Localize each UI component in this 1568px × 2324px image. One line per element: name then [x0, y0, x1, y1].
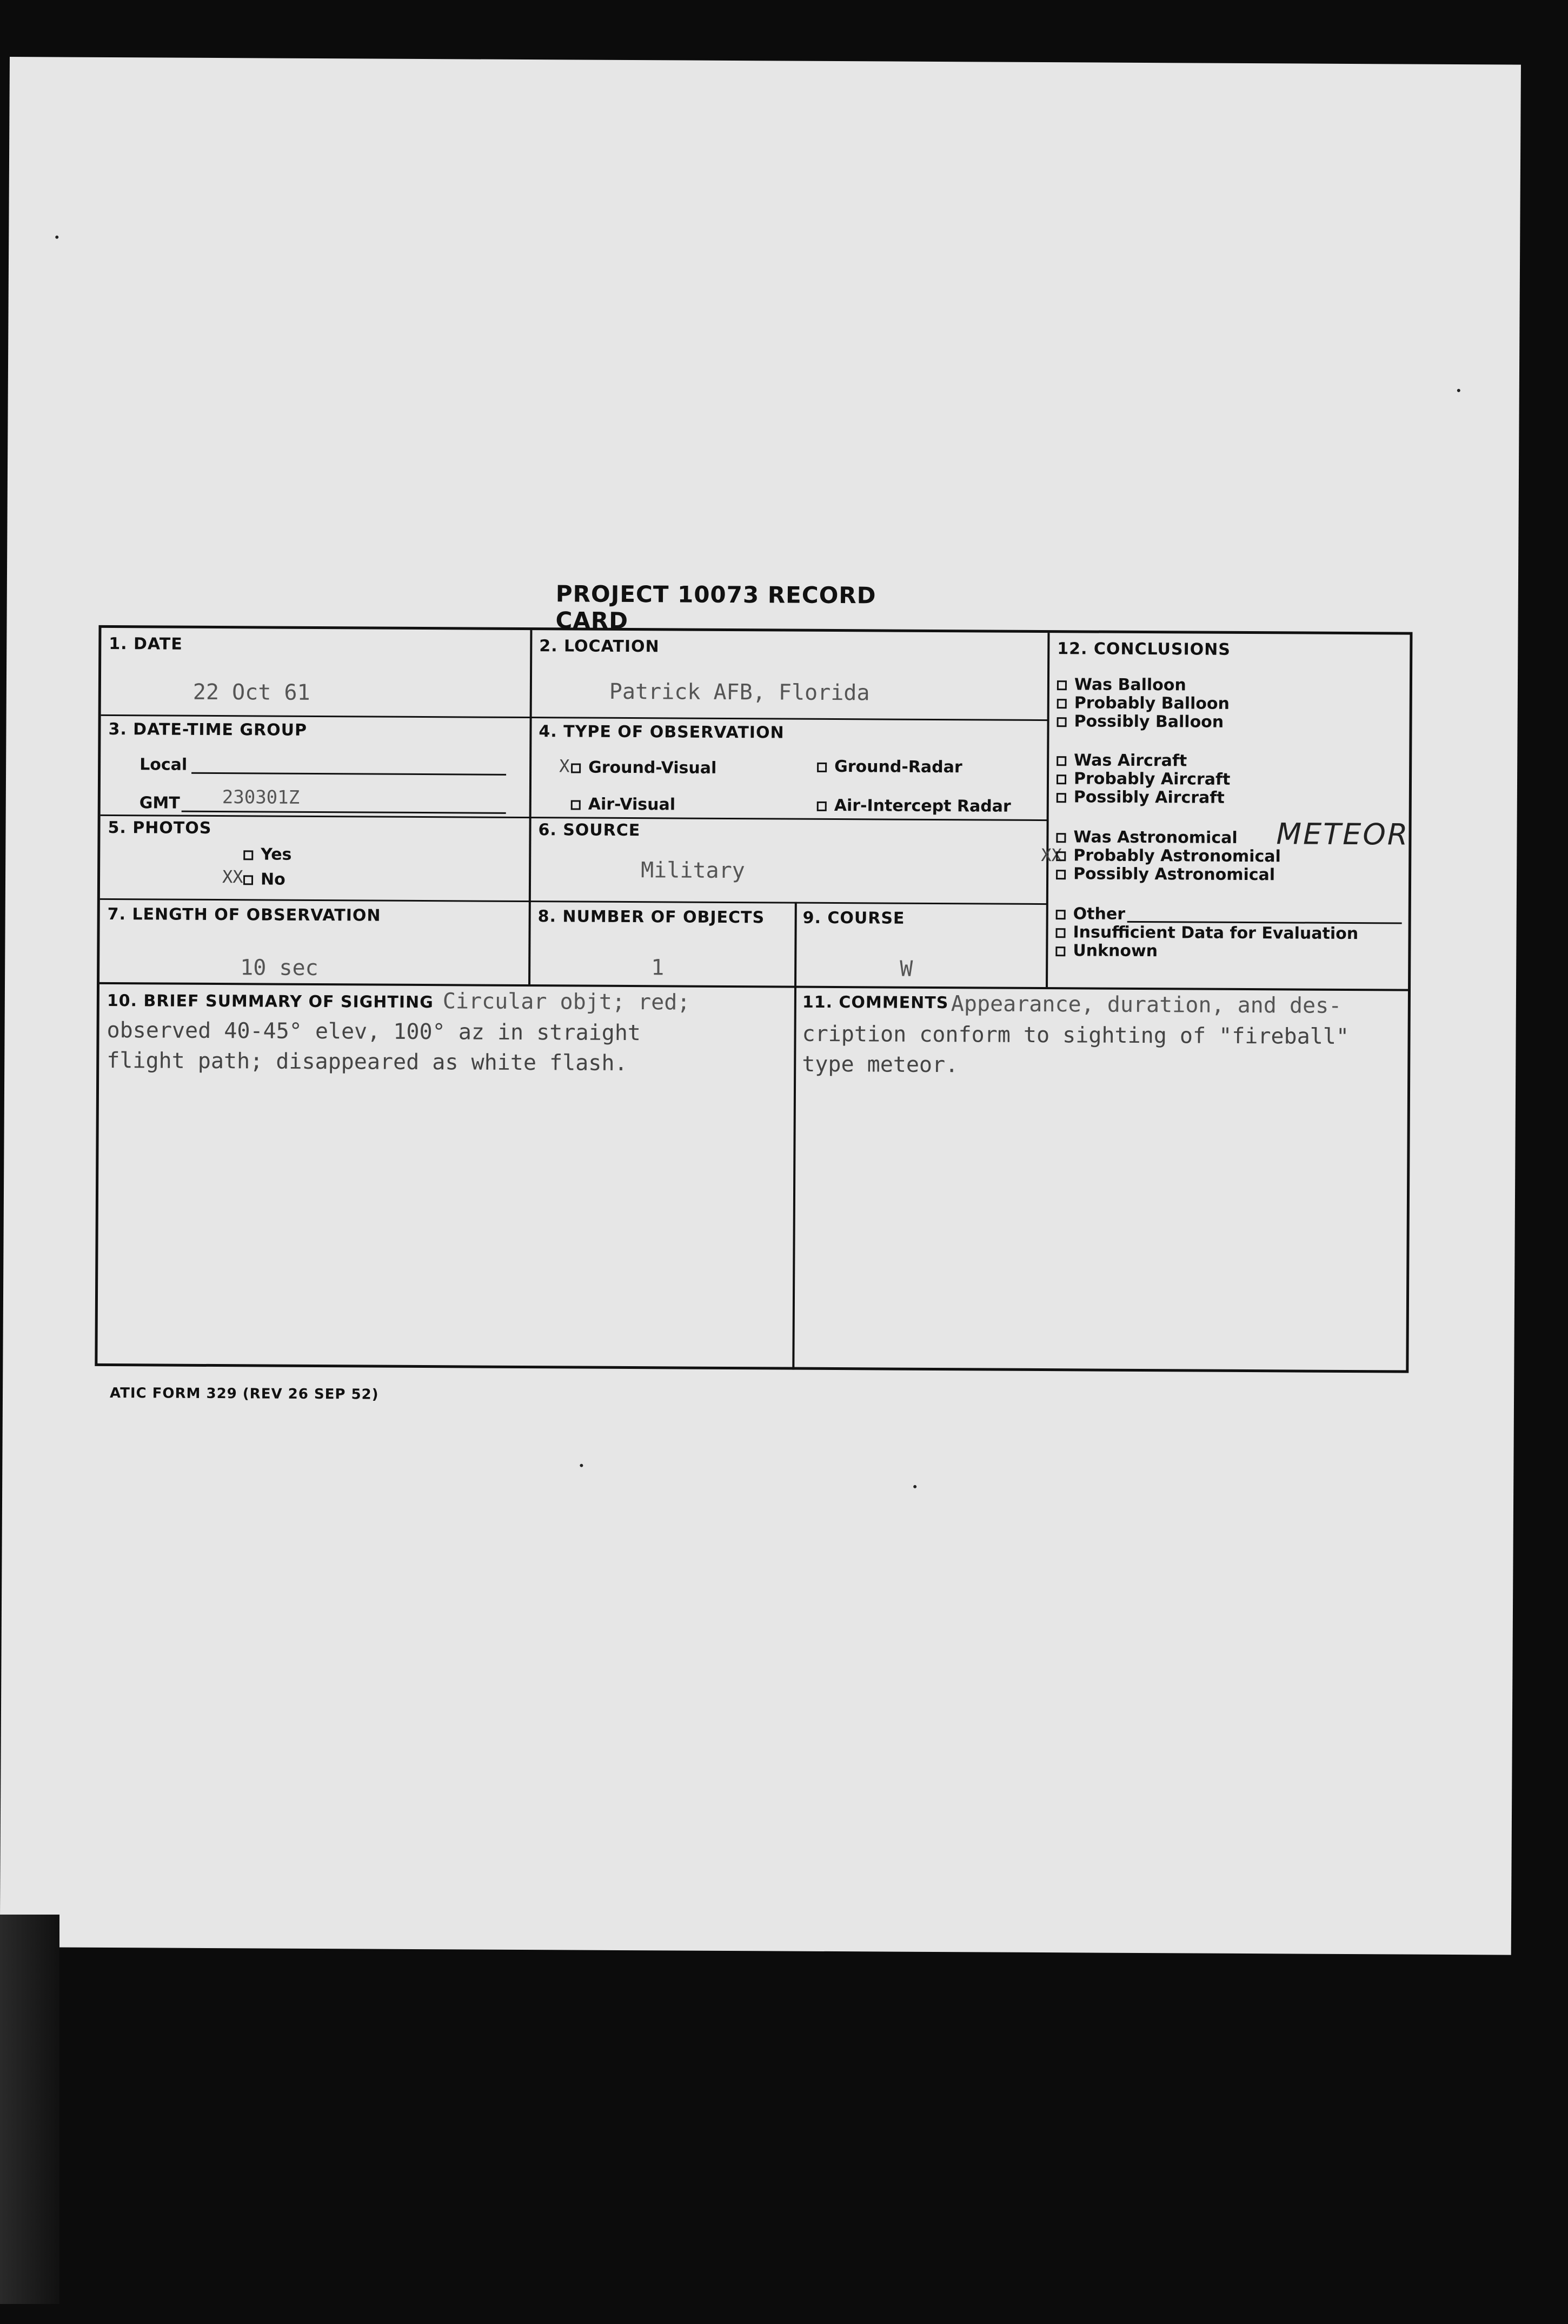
conclusion-text: Was Aircraft — [1074, 751, 1187, 771]
conclusion-checkbox[interactable] — [1056, 910, 1066, 919]
date-value: 22 Oct 61 — [192, 679, 310, 705]
form-title: PROJECT 10073 RECORD CARD — [555, 580, 876, 634]
conclusion-text: Probably Balloon — [1074, 693, 1230, 713]
photos-no-option[interactable] — [243, 870, 285, 889]
paper-shadow — [0, 1915, 59, 2304]
objects-label: 8. NUMBER OF OBJECTS — [537, 907, 765, 928]
comments-line1: Appearance, duration, and des- — [951, 991, 1342, 1018]
conclusion-checkbox[interactable] — [1057, 699, 1067, 709]
conclusion-checkbox[interactable] — [1057, 774, 1066, 784]
conclusion-checkbox[interactable] — [1055, 928, 1065, 938]
ground-visual-checkbox[interactable] — [571, 763, 581, 773]
comments-text: cription conform to sighting of "fireball" type meteor. — [802, 1021, 1350, 1078]
conclusion-text: Probably Aircraft — [1073, 769, 1231, 789]
speck — [1457, 389, 1460, 392]
divider — [99, 982, 1411, 991]
local-field-line — [191, 772, 506, 776]
record-card-paper — [0, 57, 1521, 1955]
conclusion-text: Insufficient Data for Evaluation — [1073, 923, 1359, 944]
location-label: 2. LOCATION — [539, 637, 660, 657]
divider — [794, 902, 797, 986]
gmt-field-line — [182, 811, 506, 814]
divider — [100, 898, 1048, 905]
conclusion-was-astronomical[interactable] — [1056, 827, 1237, 848]
divider — [528, 630, 532, 984]
conclusion-checkbox[interactable] — [1057, 717, 1067, 727]
photos-no-text: No — [260, 870, 285, 889]
conclusion-probably-astronomical[interactable] — [1056, 846, 1281, 866]
handwritten-meteor: METEOR — [1276, 817, 1410, 852]
air-visual-checkbox[interactable] — [571, 800, 581, 810]
conclusion-possibly-aircraft[interactable] — [1057, 787, 1225, 807]
conclusion-text: Was Astronomical — [1073, 827, 1238, 848]
photos-no-mark: XX — [222, 866, 243, 888]
summary-line1: Circular objt; red; — [442, 989, 690, 1015]
speck — [913, 1485, 916, 1488]
summary-text: observed 40-45° elev, 100° az in straight flight path; disappeared as white flash. — [107, 1017, 641, 1076]
location-value: Patrick AFB, Florida — [609, 679, 870, 706]
photos-label: 5. PHOTOS — [108, 818, 212, 838]
summary-label: 10. BRIEF SUMMARY OF SIGHTING — [107, 991, 434, 1012]
conclusion-possibly-astronomical[interactable] — [1056, 864, 1275, 884]
conclusion-checkbox[interactable] — [1056, 833, 1066, 843]
ground-visual-text: Ground-Visual — [588, 758, 717, 778]
ground-visual-option[interactable] — [571, 758, 716, 777]
conclusion-possibly-balloon[interactable] — [1057, 712, 1224, 732]
course-value: W — [900, 956, 913, 982]
conclusion-text: Possibly Balloon — [1074, 712, 1224, 732]
gmt-label: GMT — [139, 793, 180, 813]
ground-radar-checkbox[interactable] — [817, 762, 827, 772]
air-intercept-checkbox[interactable] — [817, 801, 827, 811]
air-visual-option[interactable] — [571, 794, 675, 814]
form-footer: ATIC FORM 329 (REV 26 SEP 52) — [109, 1385, 379, 1403]
divider — [101, 714, 530, 718]
conclusion-text: Probably Astronomical — [1073, 846, 1281, 866]
conclusion-was-balloon[interactable] — [1057, 675, 1186, 694]
ground-radar-text: Ground-Radar — [834, 757, 962, 777]
divider — [530, 717, 1049, 721]
ground-radar-option[interactable] — [817, 757, 962, 777]
ground-visual-mark: X — [559, 756, 570, 777]
divider — [101, 815, 1048, 821]
conclusion-unknown[interactable] — [1055, 941, 1158, 961]
photos-no-checkbox[interactable] — [243, 875, 253, 885]
photos-yes-option[interactable] — [243, 845, 291, 864]
conclusion-insufficient[interactable] — [1055, 923, 1358, 943]
conclusions-label: 12. CONCLUSIONS — [1057, 639, 1231, 659]
dtg-label: 3. DATE-TIME GROUP — [108, 719, 308, 740]
conclusion-checkbox[interactable] — [1055, 946, 1065, 956]
conclusion-checkbox[interactable] — [1056, 851, 1066, 861]
conclusion-was-aircraft[interactable] — [1057, 751, 1187, 770]
type-label: 4. TYPE OF OBSERVATION — [539, 722, 785, 743]
source-label: 6. SOURCE — [538, 820, 641, 840]
photos-yes-checkbox[interactable] — [243, 850, 253, 860]
speck — [580, 1464, 583, 1467]
objects-value: 1 — [651, 955, 665, 981]
divider — [1046, 633, 1049, 987]
course-label: 9. COURSE — [802, 908, 905, 928]
conclusion-text: Possibly Astronomical — [1073, 864, 1275, 885]
conclusion-checkbox[interactable] — [1057, 793, 1066, 803]
air-visual-text: Air-Visual — [588, 794, 676, 815]
conclusion-probably-balloon[interactable] — [1057, 693, 1230, 713]
comments-label: 11. COMMENTS — [802, 992, 949, 1013]
divider — [792, 986, 796, 1370]
gmt-value: 230301Z — [222, 786, 300, 809]
photos-yes-text: Yes — [261, 845, 292, 864]
conclusion-other[interactable] — [1056, 904, 1126, 924]
date-label: 1. DATE — [109, 634, 183, 654]
conclusion-checkbox[interactable] — [1056, 870, 1066, 879]
conclusion-text: Was Balloon — [1074, 675, 1186, 695]
length-value: 10 sec — [240, 955, 318, 981]
conclusion-text: Other — [1073, 904, 1126, 924]
local-label: Local — [139, 755, 188, 774]
conclusion-checkbox[interactable] — [1057, 680, 1067, 690]
conclusion-text: Unknown — [1073, 941, 1158, 961]
air-intercept-text: Air-Intercept Radar — [834, 796, 1011, 816]
air-intercept-option[interactable] — [817, 796, 1011, 816]
length-label: 7. LENGTH OF OBSERVATION — [107, 904, 381, 925]
conclusion-text: Possibly Aircraft — [1073, 787, 1225, 807]
source-value: Military — [641, 858, 745, 884]
conclusion-probably-aircraft[interactable] — [1057, 769, 1231, 789]
record-card-form — [95, 625, 1412, 1373]
conclusion-checkbox[interactable] — [1057, 756, 1066, 766]
probably-astronomical-mark: XX — [1041, 845, 1062, 866]
speck — [55, 235, 58, 239]
